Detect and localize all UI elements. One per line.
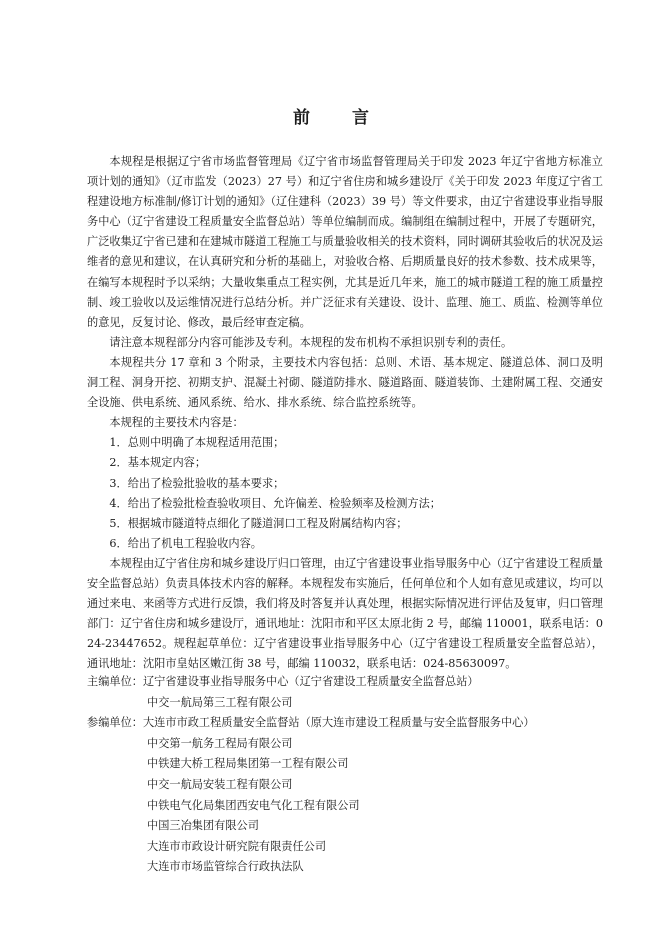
paragraph-patent-notice: 请注意本规程部分内容可能涉及专利。本规程的发布机构不承担识别专利的责任。 [109, 335, 513, 349]
paragraph-main-content-intro: 本规程的主要技术内容是： [109, 416, 244, 430]
list-item: 6．给出了机电工程验收内容。 [109, 536, 262, 550]
participating-units-label: 参编单位： [87, 716, 143, 730]
list-item: 1．总则中明确了本规程适用范围； [109, 436, 285, 450]
page-title: 前 言 [293, 108, 387, 128]
paragraph-chapters: 本规程共分 17 章和 3 个附录，主要技术内容包括：总则、术语、基本规定、隧道总体、洞口及明洞工程、洞身开挖、初期支护、混凝土衬砌、隧道防排水、隧道路面、隧道装饰、土建附属工程、交通安全设施、供电系统、通风系统、给水、排水系统、综合监控系统等。 [87, 355, 603, 410]
participating-unit-item: 中铁建大桥工程局集团第一工程有限公司 [147, 757, 349, 771]
chief-unit-item: 中交一航局第三工程有限公司 [147, 695, 293, 709]
list-item: 5．根据城市隧道特点细化了隧道洞口工程及附属结构内容； [109, 516, 408, 530]
participating-unit-item: 中国三冶集团有限公司 [147, 819, 259, 833]
chief-units-label: 主编单位： [87, 675, 143, 688]
paragraph-background: 本规程是根据辽宁省市场监督管理局《辽宁省市场监督管理局关于印发 2023 年辽宁省地方标准立项计划的通知》（辽市监发（2023）27 号）和辽宁省住房和城乡建设厅《关于印发 2023 年度辽宁省工程建设地方标准制/修订计划的通知》（辽住建科（2023）39 号）等文件要求，由辽宁省建设事业指导服务中心（辽宁省建设工程质量安全监督总站）等单位编制而成。编制组在编制过程中，开展了专题研究，广泛收集辽宁省已建和在建城市隧道工程施工与质量验收相关的技术资料，同时调研其验收后的状况及运维者的意见和建议，在认真研究和分析的基础上，对验收合格、后期质量良好的技术参数、技术成果等，在编写本规程时予以采纳；大量收集重点工程实例，尤其是近几年来，施工的城市隧道工程的施工质量控制、竣工验收以及运维情况进行总结分析。并广泛征求有关建设、设计、监理、施工、质监、检测等单位的意见，反复讨论、修改，最后经审查定稿。 [87, 155, 603, 329]
chief-unit-line [87, 672, 607, 693]
participating-unit-item: 中交第一航务工程局有限公司 [147, 736, 293, 750]
paragraph-administration: 本规程由辽宁省住房和城乡建设厅归口管理，由辽宁省建设事业指导服务中心（辽宁省建设工程质量安全监督总站）负责具体技术内容的解释。本规程发布实施后，任何单位和个人如有意见或建议，均可以通过来电、来函等方式进行反馈，我们将及时答复并认真处理，根据实际情况进行评估及复审，归口管理部门：辽宁省住房和城乡建设厅，通讯地址：沈阳市和平区太原北街 2 号，邮编 110001，联系电话：024-23447652。规程起草单位：辽宁省建设事业指导服务中心（辽宁省建设工程质量安全监督总站），通讯地址：沈阳市皇姑区嫩江街 38 号，邮编 110032，联系电话：024-85630097。 [87, 556, 603, 671]
participating-unit-item: 中交一航局安装工程有限公司 [147, 777, 293, 791]
units-section [87, 672, 607, 878]
participating-unit-line [87, 713, 607, 734]
participating-unit-item: 大连市市政工程质量安全监督站（原大连市建设工程质量与安全监督服务中心） [142, 716, 535, 730]
list-item: 4．给出了检验批检查验收项目、允许偏差、检验频率及检测方法； [109, 496, 441, 510]
list-item: 2．基本规定内容； [109, 456, 207, 470]
participating-unit-item: 中铁电气化局集团西安电气化工程有限公司 [147, 798, 360, 812]
list-item: 3．给出了检验批验收的基本要求； [109, 476, 285, 490]
chief-unit-item: 辽宁省建设事业指导服务中心（辽宁省建设工程质量安全监督总站） [142, 675, 479, 688]
preface-body [87, 152, 603, 674]
participating-unit-item: 大连市市政设计研究院有限责任公司 [147, 839, 327, 853]
participating-unit-item: 大连市市场监管综合行政执法队 [147, 860, 304, 874]
